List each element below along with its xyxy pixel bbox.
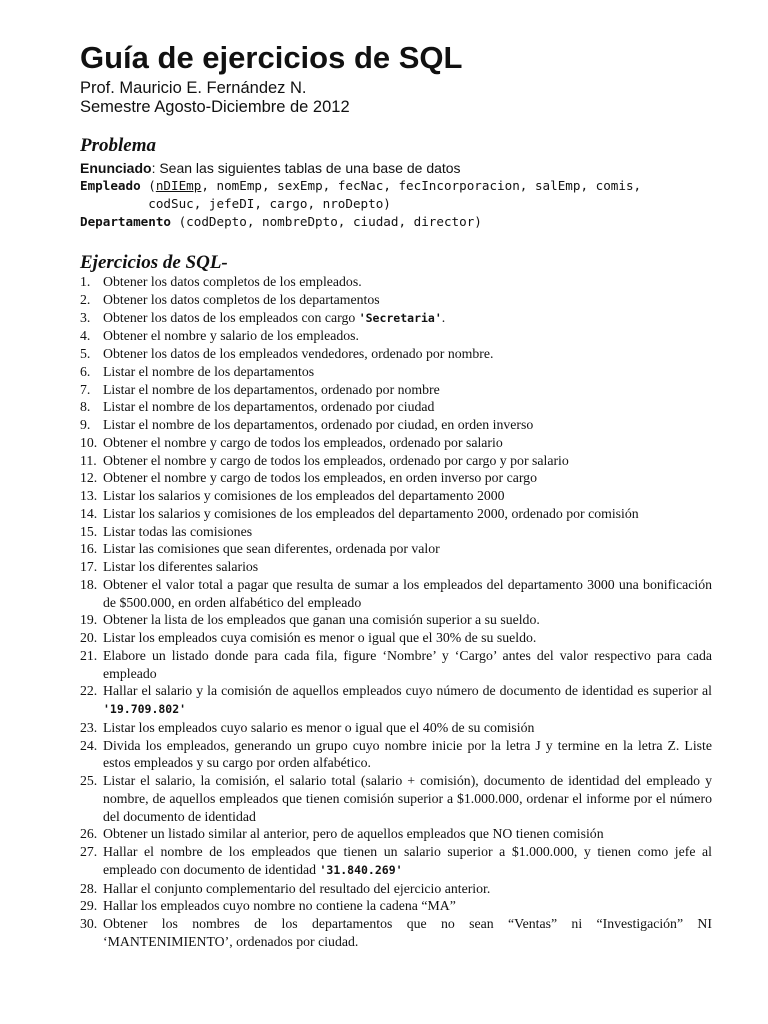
statement-label: Enunciado	[80, 160, 152, 176]
exercise-item	[80, 719, 712, 737]
professor-name: Prof. Mauricio E. Fernández N.	[80, 79, 307, 97]
exercise-text: Obtener los datos de los empleados vendedores, ordenado por nombre.	[103, 346, 494, 361]
exercise-number: 28.	[80, 880, 98, 896]
document-title: Guía de ejercicios de SQL	[80, 40, 463, 75]
exercise-number: 20.	[80, 630, 98, 645]
exercise-text: Elabore un listado donde para cada fila, figure ‘Nombre’ y ‘Cargo’ antes del valor respectivo para cada empleado	[103, 647, 712, 681]
exercise-number: 16.	[80, 541, 98, 557]
exercise-text: Listar las comisiones que sean diferentes, ordenada por valor	[103, 541, 440, 557]
exercise-number: 17.	[80, 559, 98, 574]
exercise-number: 21.	[80, 647, 98, 663]
exercise-text: Hallar el salario y la comisión de aquellos empleados cuyo número de documento de identidad es superior al	[103, 683, 712, 699]
exercise-text: Listar el nombre de los departamentos, ordenado por nombre	[103, 381, 440, 397]
exercise-text: Listar el salario, la comisión, el salario total (salario + comisión), documento de identidad del empleado y nombre, de aquellos empleados que tienen comisión superior a $1.000.000, ordenar el informe por el número del documento de identidad	[103, 773, 712, 824]
exercise-number: 5.	[80, 346, 91, 361]
exercise-item	[80, 540, 712, 558]
empleado-schema-line-2: codSuc, jefeDI, cargo, nroDepto)	[80, 196, 391, 211]
exercise-item	[80, 309, 712, 328]
exercise-number: 12.	[80, 470, 98, 486]
exercise-number: 9.	[80, 417, 91, 432]
statement-text: : Sean las siguientes tablas de una base de datos	[151, 160, 461, 176]
exercise-text: Hallar los empleados cuyo nombre no contiene la cadena “MA”	[103, 898, 456, 914]
exercise-item	[80, 558, 712, 576]
exercise-item	[80, 381, 712, 399]
exercise-item	[80, 772, 712, 825]
exercise-number: 30.	[80, 916, 98, 931]
exercise-item	[80, 825, 712, 843]
exercise-text: Hallar el conjunto complementario del resultado del ejercicio anterior.	[103, 880, 491, 896]
exercise-text: Listar el nombre de los departamentos, ordenado por ciudad, en orden inverso	[103, 417, 534, 432]
exercise-number: 22.	[80, 683, 98, 699]
exercise-text: Listar los empleados cuya comisión es menor o igual que el 30% de su sueldo.	[103, 630, 537, 645]
exercise-number: 19.	[80, 612, 98, 628]
exercise-item	[80, 576, 712, 612]
exercise-item	[80, 434, 712, 452]
exercise-item	[80, 291, 712, 309]
exercise-number: 7.	[80, 381, 91, 397]
exercise-list	[80, 273, 712, 951]
exercise-item	[80, 363, 712, 381]
exercise-item	[80, 327, 712, 345]
exercise-text: Listar el nombre de los departamentos, ordenado por ciudad	[103, 399, 435, 415]
exercise-number: 6.	[80, 363, 91, 379]
exercise-item	[80, 398, 712, 416]
exercise-text: Obtener los datos completos de los empleados.	[103, 274, 362, 289]
exercise-text: .	[441, 309, 446, 325]
exercises-heading: Ejercicios de SQL-	[80, 252, 228, 273]
exercise-text: Obtener el nombre y cargo de todos los empleados, ordenado por cargo y por salario	[103, 452, 569, 468]
sql-literal: 'Secretaria'	[358, 310, 442, 325]
empleado-primary-key: nDIEmp	[155, 178, 202, 193]
exercise-item	[80, 611, 712, 629]
exercise-number: 8.	[80, 399, 91, 415]
departamento-schema	[80, 213, 482, 231]
problem-heading: Problema	[80, 135, 156, 156]
exercise-number: 26.	[80, 826, 98, 842]
sql-literal: '31.840.269'	[319, 862, 403, 877]
exercise-number: 14.	[80, 505, 98, 521]
exercise-number: 2.	[80, 291, 91, 307]
exercise-number: 23.	[80, 719, 98, 735]
exercise-item	[80, 523, 712, 541]
exercise-text: Obtener los datos completos de los departamentos	[103, 291, 380, 307]
exercise-text: Listar los diferentes salarios	[103, 559, 259, 574]
exercise-text: Obtener el valor total a pagar que resulta de sumar a los empleados del departamento 3000 una bonificación de $500.000, en orden alfabético del empleado	[103, 576, 712, 610]
exercise-item	[80, 647, 712, 683]
empleado-columns: , nomEmp, sexEmp, fecNac, fecIncorporacion, salEmp, comis,	[201, 178, 642, 193]
empleado-schema-line-1: Empleado (nDIEmp, nomEmp, sexEmp, fecNac, fecIncorporacion, salEmp, comis,	[80, 178, 642, 193]
exercise-number: 3.	[80, 309, 91, 325]
exercise-item	[80, 629, 712, 647]
exercise-item	[80, 915, 712, 951]
departamento-table-name: Departamento	[80, 214, 171, 229]
exercise-number: 15.	[80, 523, 98, 539]
exercise-item	[80, 897, 712, 915]
exercise-item	[80, 843, 712, 880]
exercise-number: 1.	[80, 274, 91, 289]
exercise-number: 25.	[80, 773, 98, 788]
exercise-item	[80, 487, 712, 505]
exercise-text: Obtener el nombre y cargo de todos los empleados, ordenado por salario	[103, 434, 503, 450]
exercise-item	[80, 505, 712, 523]
exercise-number: 13.	[80, 488, 98, 503]
exercise-text: Listar el nombre de los departamentos	[103, 363, 315, 379]
exercise-number: 10.	[80, 434, 98, 450]
exercise-text: Obtener los nombres de los departamentos que no sean “Ventas” ni “Investigación” NI ‘MANTENIMIENTO’, ordenados por ciudad.	[103, 916, 712, 949]
exercise-number: 11.	[80, 452, 97, 468]
empleado-table-name: Empleado	[80, 178, 141, 193]
exercise-item	[80, 345, 712, 363]
exercise-text: Obtener la lista de los empleados que ganan una comisión superior a su sueldo.	[103, 612, 540, 628]
exercise-text: Obtener un listado similar al anterior, pero de aquellos empleados que NO tienen comisión	[103, 826, 604, 842]
exercise-number: 24.	[80, 737, 98, 753]
exercise-item	[80, 682, 712, 719]
exercise-number: 4.	[80, 328, 91, 344]
exercise-text: Listar los salarios y comisiones de los empleados del departamento 2000	[103, 488, 505, 503]
exercise-item	[80, 737, 712, 773]
semester-line: Semestre Agosto-Diciembre de 2012	[80, 98, 350, 116]
exercise-number: 27.	[80, 844, 98, 859]
exercise-number: 29.	[80, 898, 98, 914]
exercise-text: Obtener el nombre y cargo de todos los empleados, en orden inverso por cargo	[103, 470, 537, 486]
exercise-text: Listar los salarios y comisiones de los empleados del departamento 2000, ordenado por comisión	[103, 505, 639, 521]
exercise-number: 18.	[80, 576, 98, 592]
exercise-text: Listar los empleados cuyo salario es menor o igual que el 40% de su comisión	[103, 719, 535, 735]
exercise-item	[80, 880, 712, 898]
exercise-item	[80, 452, 712, 470]
problem-statement	[80, 159, 461, 177]
exercise-text: Obtener el nombre y salario de los empleados.	[103, 328, 359, 344]
departamento-columns: (codDepto, nombreDpto, ciudad, director)	[171, 214, 482, 229]
exercise-text: Divida los empleados, generando un grupo cuyo nombre inicie por la letra J y termine en la letra Z. Liste estos empleados y su cargo por orden alfabético.	[103, 737, 712, 771]
exercise-text: Obtener los datos de los empleados con cargo	[103, 309, 359, 325]
exercise-item	[80, 273, 712, 291]
exercise-item	[80, 416, 712, 434]
exercise-text: Listar todas las comisiones	[103, 523, 253, 539]
exercise-text: Hallar el nombre de los empleados que tienen un salario superior a $1.000.000, y tienen como jefe al empleado con documento de identidad	[103, 844, 712, 877]
sql-literal: '19.709.802'	[103, 702, 187, 716]
exercise-item	[80, 469, 712, 487]
